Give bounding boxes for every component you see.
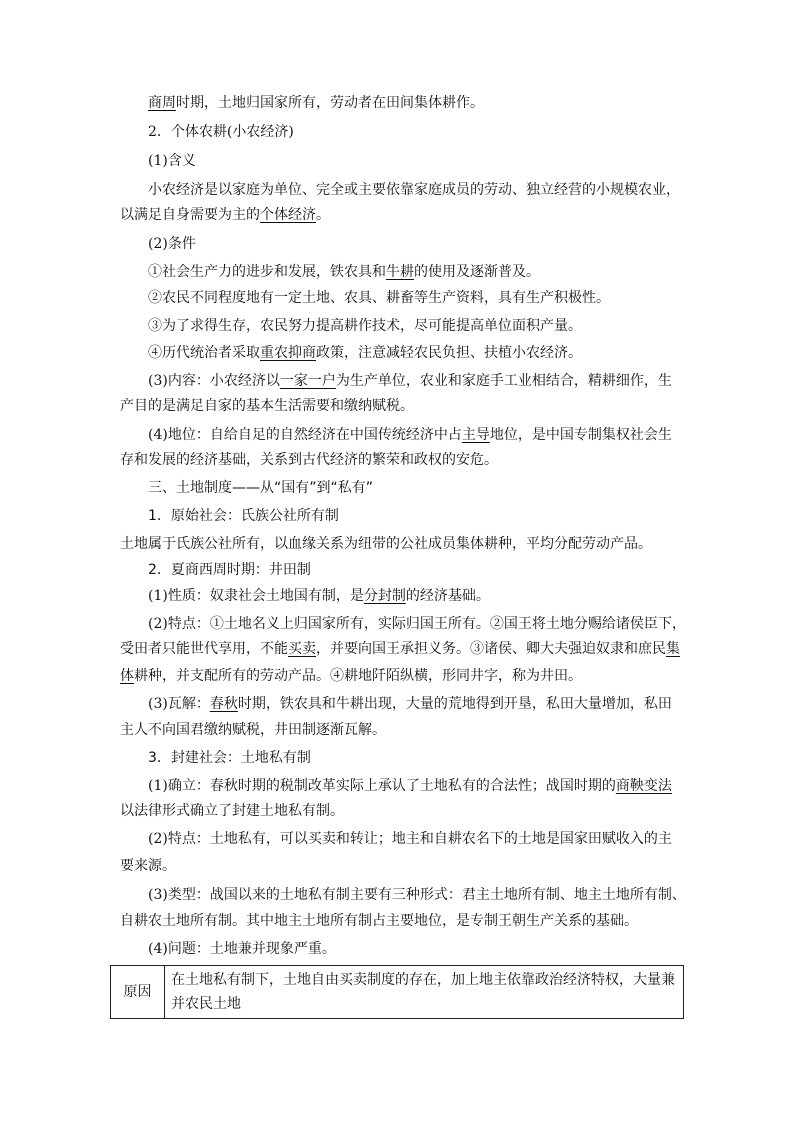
underlined-term: 牛耕: [386, 264, 414, 280]
text-line: (4)地位：自给自足的自然经济在中国传统经济中占主导地位，是中国专制集权社会生: [148, 427, 672, 443]
text-line: 存和发展的经济基础，关系到古代经济的繁荣和政权的安危。: [120, 452, 498, 468]
underlined-term: 商鞅变法: [615, 778, 672, 794]
underlined-term: 分封制: [363, 588, 406, 604]
underlined-term: 一家一户: [279, 373, 336, 389]
table-header-cell: 原因: [111, 966, 165, 1019]
table-cell-line: 并农民土地: [171, 996, 241, 1012]
table-cell: [165, 966, 684, 1019]
underlined-term: 春秋: [209, 696, 238, 712]
section-heading: 三、土地制度——从“国有”到“私有”: [148, 480, 374, 496]
underlined-term: 体: [120, 668, 134, 684]
underlined-term: 重农抑商: [260, 345, 316, 361]
text-line: 受田者只能世代享用，不能买卖，并要向国王承担义务。③诸侯、卿大夫强迫奴隶和庶民集: [120, 641, 680, 657]
text-line: ②农民不同程度地有一定土地、农具、耕畜等生产资料，具有生产积极性。: [148, 290, 610, 306]
text-line: (3)内容：小农经济以一家一户为生产单位，农业和家庭手工业相结合，精耕细作，生: [148, 373, 672, 389]
text-line: (2)特点：土地私有，可以买卖和转让；地主和自耕农名下的土地是国家田赋收入的主: [148, 831, 672, 847]
text-line: 以满足自身需要为主的个体经济。: [120, 207, 330, 223]
section-heading: 2．夏商西周时期：井田制: [148, 562, 311, 578]
text-line: (1)性质：奴隶社会土地国有制，是分封制的经济基础。: [148, 588, 490, 604]
sub-heading: (2)条件: [148, 236, 196, 252]
text-line: ④历代统治者采取重农抑商政策，注意减轻农民负担、扶植小农经济。: [148, 345, 582, 361]
text-line: 自耕农土地所有制。其中地主土地所有制占主要地位，是专制王朝生产关系的基础。: [120, 913, 638, 929]
underlined-term: 集: [666, 641, 680, 657]
text-line: 主人不向国君缴纳赋税，井田制逐渐瓦解。: [120, 722, 386, 738]
underlined-term: 主导: [461, 427, 490, 443]
text-line: (2)特点：①土地名义上归国家所有，实际归国王所有。②国王将土地分赐给诸侯臣下，: [148, 616, 686, 632]
text-line: 土地属于氏族公社所有，以血缘关系为纽带的公社成员集体耕种，平均分配劳动产品。: [120, 536, 652, 552]
underlined-term: 商周: [148, 95, 176, 111]
underlined-term: 个体经济: [260, 207, 316, 223]
section-heading: 2．个体农耕(小农经济): [148, 124, 294, 140]
text-line: (4)问题：土地兼并现象严重。: [148, 941, 336, 957]
table-row: [111, 966, 684, 1019]
underlined-term: 买卖: [288, 641, 316, 657]
text-line: 小农经济是以家庭为单位、完全或主要依靠家庭成员的劳动、独立经营的小规模农业，: [148, 182, 680, 198]
sub-heading: (1)含义: [148, 153, 196, 169]
text-line: ③为了求得生存，农民努力提高耕作技术，尽可能提高单位面积产量。: [148, 318, 582, 334]
text-line: ①社会生产力的进步和发展，铁农具和牛耕的使用及逐渐普及。: [148, 264, 540, 280]
table-cell-line: 在土地私有制下，土地自由买卖制度的存在，加上地主依靠政治经济特权，大量兼: [171, 972, 675, 988]
text-line: (3)瓦解：春秋时期，铁农具和牛耕出现，大量的荒地得到开垦，私田大量增加，私田: [148, 696, 672, 712]
text-line: 要来源。: [120, 858, 176, 874]
reason-table: [110, 965, 684, 1019]
text-line: 体耕种，并支配所有的劳动产品。④耕地阡陌纵横，形同井字，称为井田。: [120, 668, 582, 684]
section-heading: 3．封建社会：土地私有制: [148, 750, 311, 766]
text-line: 产目的是满足自家的基本生活需要和缴纳赋税。: [120, 398, 414, 414]
text-line: (1)确立：春秋时期的税制改革实际上承认了土地私有的合法性；战国时期的商鞅变法: [148, 778, 672, 794]
section-heading: 1．原始社会：氏族公社所有制: [148, 508, 339, 524]
text-line: (3)类型：战国以来的土地私有制主要有三种形式：君主土地所有制、地主土地所有制、: [148, 887, 686, 903]
text-line: 商周时期，土地归国家所有，劳动者在田间集体耕作。: [148, 95, 484, 111]
text-line: 以法律形式确立了封建土地私有制。: [120, 803, 344, 819]
